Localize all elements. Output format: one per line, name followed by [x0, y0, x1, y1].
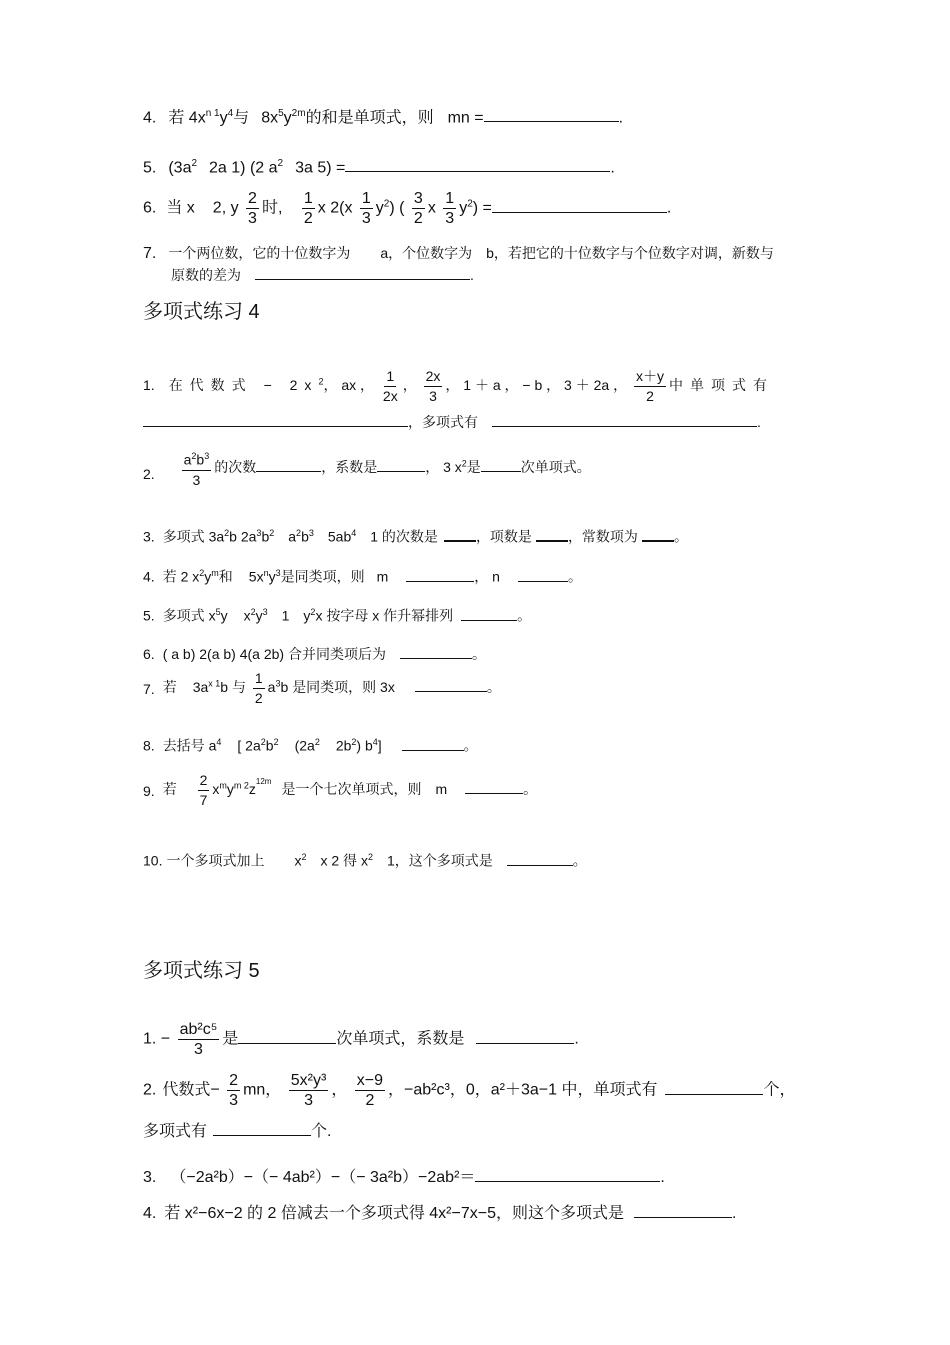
answer-blank[interactable] — [255, 265, 470, 280]
question-number: 4. — [143, 568, 155, 585]
numerator: 2 — [248, 190, 257, 207]
answer-blank[interactable] — [507, 851, 573, 866]
text: 中单项式有 — [668, 377, 774, 394]
text: (3a — [168, 159, 192, 177]
text: 多项式 x — [162, 607, 216, 624]
denominator: 3 — [304, 1092, 313, 1109]
denominator: 3 — [192, 471, 201, 488]
text: 若 x²−6x−2 的 2 倍减去一个多项式得 4x²−7x−5，则这个多项式是 — [164, 1205, 624, 1222]
text: 若 4x — [168, 109, 206, 127]
text: 。 — [471, 646, 486, 662]
superscript: 4 — [216, 737, 222, 747]
text: 在代数式 − 2x — [168, 377, 319, 394]
text: 。 — [673, 528, 688, 545]
text: z — [248, 781, 256, 798]
question-number: 7. — [143, 680, 155, 697]
superscript: 2 — [250, 607, 256, 617]
text: m — [264, 777, 272, 787]
text: 个. — [311, 1123, 332, 1140]
text: . — [618, 109, 624, 127]
text: b 2a — [229, 528, 257, 545]
text: y — [375, 199, 384, 217]
section-5-title: 多项式练习 5 — [143, 960, 260, 982]
fraction — [381, 368, 400, 405]
question-number: 10. — [143, 852, 163, 869]
answer-blank[interactable] — [492, 198, 667, 213]
superscript: 3 — [256, 528, 262, 538]
answer-blank[interactable] — [143, 412, 408, 427]
section-4-title: 多项式练习 4 — [143, 301, 260, 323]
text: b 是同类项，则 3x — [280, 679, 395, 696]
superscript: 2 — [277, 158, 284, 169]
superscript: 3 — [204, 451, 210, 461]
answer-blank[interactable] — [484, 107, 619, 122]
text: mn = — [447, 109, 484, 127]
text: ， ax ， — [323, 377, 375, 394]
text: 1，这个多项式是 — [386, 852, 493, 869]
fraction — [360, 190, 373, 227]
numerator: 1 — [384, 368, 396, 387]
answer-blank[interactable] — [481, 457, 521, 472]
text: y — [219, 109, 228, 127]
text: 和 — [218, 568, 233, 585]
text: 若 — [162, 781, 177, 798]
superscript: x 1 — [208, 678, 221, 689]
question-number: 2. — [143, 1081, 157, 1099]
text: x — [427, 199, 436, 217]
question-number: 5. — [143, 159, 157, 177]
text: ， 3 x — [425, 459, 462, 476]
text: 。 — [463, 737, 478, 754]
denominator: 2 — [254, 690, 263, 706]
text: y — [226, 781, 234, 798]
fraction — [443, 190, 456, 227]
numerator: 1 — [253, 670, 265, 689]
text: y — [268, 568, 276, 585]
superscript: 2 — [318, 376, 324, 387]
text: 一个多项式加上 — [166, 852, 265, 869]
text: b 与 — [220, 679, 246, 696]
text: a — [183, 451, 192, 468]
numerator: 2 — [229, 1072, 239, 1089]
question-number: 1. — [143, 377, 155, 394]
superscript: 2 — [191, 451, 197, 461]
fraction — [302, 190, 315, 227]
s4-question-2 — [143, 448, 591, 489]
text: . — [666, 199, 672, 217]
superscript: n — [263, 568, 269, 578]
s5-question-2 — [143, 1072, 795, 1109]
denominator: 2 — [646, 388, 654, 404]
text: 去括号 a — [162, 737, 217, 754]
numerator: 1 — [445, 190, 455, 207]
text: b — [196, 451, 205, 468]
text: . — [660, 1169, 665, 1186]
text: ] — [377, 737, 382, 754]
superscript: 2 — [351, 737, 357, 747]
answer-blank[interactable] — [465, 779, 523, 794]
superscript: 2 — [269, 528, 275, 538]
text: . — [470, 267, 474, 283]
answer-blank[interactable] — [475, 1167, 660, 1182]
text: [ 2a — [237, 737, 261, 754]
answer-blank[interactable] — [476, 1029, 574, 1044]
superscript: 2 — [367, 852, 373, 862]
text: m — [435, 781, 448, 798]
numerator: ab²c⁵ — [179, 1021, 218, 1038]
text: 。 — [523, 781, 538, 798]
text: 5ab — [327, 528, 352, 545]
text: b — [265, 737, 274, 754]
text: 个， — [763, 1081, 796, 1099]
text: ，多项式有 — [408, 414, 478, 430]
text: ) = — [472, 199, 492, 217]
superscript: 2 — [461, 458, 467, 469]
superscript: 5 — [215, 607, 221, 617]
superscript: 2 — [314, 737, 320, 747]
answer-blank[interactable] — [402, 736, 464, 751]
superscript: 2 — [467, 198, 473, 210]
text: 8x — [261, 109, 279, 127]
superscript: 2 — [273, 737, 279, 747]
fraction — [253, 670, 265, 707]
question-number: 6. — [143, 199, 157, 217]
superscript: 2 — [224, 528, 230, 538]
text: m — [376, 568, 389, 585]
text: y — [303, 607, 311, 624]
denominator: 2 — [413, 210, 423, 227]
text: (2a — [294, 737, 315, 754]
question-number: 3. — [143, 1169, 157, 1186]
numerator: x＋y — [634, 368, 666, 387]
text: 若 — [162, 679, 177, 696]
text: ，−ab²c³，0，a²＋3a−1 中，单项式有 — [388, 1081, 658, 1099]
text: ，项数是 — [475, 528, 532, 545]
s5-question-1 — [143, 1021, 579, 1058]
answer-blank[interactable] — [642, 526, 674, 542]
text: 1 的次数是 — [370, 528, 438, 545]
answer-blank[interactable] — [213, 1121, 311, 1136]
denominator: 7 — [199, 792, 208, 808]
numerator: 1 — [361, 190, 371, 207]
answer-blank[interactable] — [665, 1080, 763, 1095]
text: 2b — [335, 737, 352, 754]
superscript: m 2 — [233, 780, 249, 791]
question-number: 7. — [143, 245, 157, 262]
answer-blank[interactable] — [518, 567, 568, 582]
text: x 2(x — [317, 199, 353, 217]
text: mn， — [243, 1081, 282, 1099]
s4-question-9 — [143, 772, 537, 809]
text: 。 — [517, 607, 532, 624]
fraction — [246, 190, 259, 227]
text: 的次数 — [214, 459, 257, 476]
text: 的和是单项式，则 — [305, 109, 434, 127]
text: 时, — [261, 199, 283, 217]
answer-blank[interactable] — [345, 157, 610, 172]
fraction — [634, 368, 666, 405]
numerator: 2x — [424, 368, 443, 387]
answer-blank[interactable] — [256, 457, 321, 472]
superscript: 4 — [351, 528, 357, 538]
text: b — [301, 528, 309, 545]
text: （−2a²b）−（− 4ab²）−（− 3a²b）−2ab²＝ — [170, 1169, 476, 1186]
superscript: 3 — [275, 678, 281, 689]
numerator: 3 — [413, 190, 423, 207]
superscript: 2 — [301, 852, 307, 862]
text: 。 — [572, 852, 587, 869]
text: y — [204, 568, 212, 585]
text: 是一个七次单项式，则 — [281, 781, 422, 798]
s4-question-8 — [143, 733, 478, 755]
superscript: 2 — [296, 528, 302, 538]
question-number: 8. — [143, 737, 155, 754]
superscript: 4 — [372, 737, 378, 747]
superscript: 2 — [310, 607, 316, 617]
text: x — [294, 852, 302, 869]
question-number: 9. — [143, 782, 155, 799]
text: 3a — [192, 679, 209, 696]
fraction — [227, 1072, 240, 1109]
denominator: 3 — [229, 1092, 239, 1109]
superscript: 3 — [262, 607, 268, 617]
question-number: 6. — [143, 646, 155, 662]
text: x — [243, 607, 251, 624]
s4-question-6 — [143, 644, 486, 663]
superscript: 2 — [199, 568, 205, 578]
question-4 — [143, 104, 623, 128]
text: ， — [402, 377, 417, 394]
denominator: 2 — [365, 1092, 375, 1109]
superscript: m — [219, 780, 227, 791]
superscript: 2 — [191, 158, 198, 169]
fraction — [412, 190, 425, 227]
denominator: 3 — [361, 210, 371, 227]
question-number: 2. — [143, 466, 155, 483]
answer-blank[interactable] — [461, 606, 517, 621]
question-number: 5. — [143, 607, 155, 624]
s5-question-3 — [143, 1167, 665, 1188]
text: 2a 1) (2 a — [209, 159, 278, 177]
text: ， n — [474, 568, 500, 585]
fraction — [178, 1021, 220, 1058]
text: x — [212, 781, 220, 798]
text: . — [732, 1205, 737, 1222]
answer-blank[interactable] — [536, 526, 568, 542]
answer-blank[interactable] — [238, 1029, 336, 1044]
text: 与 — [233, 109, 250, 127]
text: 是 — [466, 459, 481, 476]
answer-blank[interactable] — [406, 567, 474, 582]
text: ( a b) 2(a b) 4(a 2b) 合并同类项后为 — [162, 646, 386, 662]
text: 原数的差为 — [171, 267, 241, 283]
numerator: 5x²y³ — [290, 1072, 327, 1089]
text: a，个位数字为 — [380, 245, 473, 261]
text: y — [255, 607, 263, 624]
answer-blank[interactable] — [492, 412, 757, 427]
text: b，若把它的十位数字与个位数字对调，新数与 — [486, 245, 774, 261]
s4-question-10 — [143, 848, 587, 870]
superscript: 5 — [278, 108, 284, 119]
superscript: m — [211, 568, 219, 578]
text: a — [267, 679, 276, 696]
text: ) b — [356, 737, 373, 754]
s4-question-5 — [143, 603, 531, 625]
text: 2 — [260, 777, 265, 787]
question-number: 3. — [143, 528, 155, 545]
denominator: 3 — [445, 210, 455, 227]
denominator: 3 — [194, 1041, 203, 1058]
text: 。 — [486, 679, 501, 696]
text: 1 — [255, 777, 261, 787]
s4-question-7 — [143, 670, 501, 707]
text: . — [574, 1030, 579, 1048]
text: ) ( — [389, 199, 405, 217]
s4-question-1-line-2 — [143, 412, 761, 431]
text: 多项式有 — [143, 1123, 208, 1140]
superscript — [256, 777, 272, 786]
text: 当 x — [166, 199, 195, 217]
answer-blank[interactable] — [400, 644, 472, 659]
text: 若 2 x — [162, 568, 200, 585]
fraction — [182, 448, 212, 489]
superscript: 3 — [275, 568, 281, 578]
text: ，系数是 — [321, 459, 378, 476]
numerator: x−9 — [356, 1072, 384, 1089]
answer-blank[interactable] — [377, 457, 425, 472]
numerator: 2 — [198, 772, 210, 791]
text: ， 1 ＋ a ， − b ， 3 ＋ 2a ， — [445, 377, 628, 394]
text: 3a 5) = — [295, 159, 346, 177]
numerator: 1 — [303, 190, 313, 207]
text: 5x — [248, 568, 264, 585]
text: 多项式 3a — [162, 528, 225, 545]
question-6 — [143, 190, 671, 227]
text: 。 — [567, 568, 582, 585]
text: y — [220, 607, 228, 624]
s5-question-2-line-2 — [143, 1121, 331, 1142]
superscript: 2 — [383, 198, 390, 210]
text: 次单项式，系数是 — [336, 1030, 465, 1048]
superscript: n 1 — [205, 108, 220, 119]
numerator — [182, 448, 212, 471]
question-number: 4. — [143, 109, 157, 127]
denominator: 3 — [429, 388, 437, 404]
fraction — [424, 368, 443, 405]
text: x 2 得 x — [320, 852, 368, 869]
s4-question-1 — [143, 368, 774, 405]
question-number: 1. − — [143, 1030, 171, 1048]
text: ，常数项为 — [567, 528, 638, 545]
text: 代数式− — [162, 1081, 220, 1099]
text: 1 — [281, 607, 290, 624]
answer-blank[interactable] — [634, 1203, 732, 1218]
denominator: 2x — [382, 388, 398, 404]
question-7-line-2 — [171, 265, 474, 284]
text: 是 — [222, 1030, 239, 1048]
s5-question-4 — [143, 1203, 736, 1224]
text: x 按字母 x 作升幂排列 — [315, 607, 454, 624]
text: ， — [331, 1081, 348, 1099]
question-5 — [143, 154, 615, 178]
answer-blank[interactable] — [415, 677, 487, 692]
text: . — [757, 414, 761, 430]
denominator: 3 — [248, 210, 257, 227]
s4-question-3 — [143, 524, 688, 546]
question-7 — [143, 243, 774, 264]
text: a — [288, 528, 297, 545]
s4-question-4 — [143, 564, 582, 586]
text: . — [610, 159, 615, 177]
fraction — [289, 1072, 329, 1109]
superscript: 4 — [227, 108, 234, 119]
answer-blank[interactable] — [444, 526, 476, 542]
text: y — [459, 199, 468, 217]
text: y — [283, 109, 292, 127]
text: b — [261, 528, 270, 545]
fraction — [198, 772, 210, 809]
denominator: 2 — [303, 210, 313, 227]
text: 次单项式。 — [520, 459, 591, 476]
text: 2, y — [212, 199, 239, 217]
superscript: 2m — [291, 108, 306, 119]
superscript: 3 — [308, 528, 314, 538]
text: 一个两位数，它的十位数字为 — [168, 245, 351, 261]
superscript: 2 — [260, 737, 266, 747]
text: 是同类项，则 — [280, 568, 365, 585]
question-number: 4. — [143, 1205, 157, 1222]
fraction — [355, 1072, 385, 1109]
